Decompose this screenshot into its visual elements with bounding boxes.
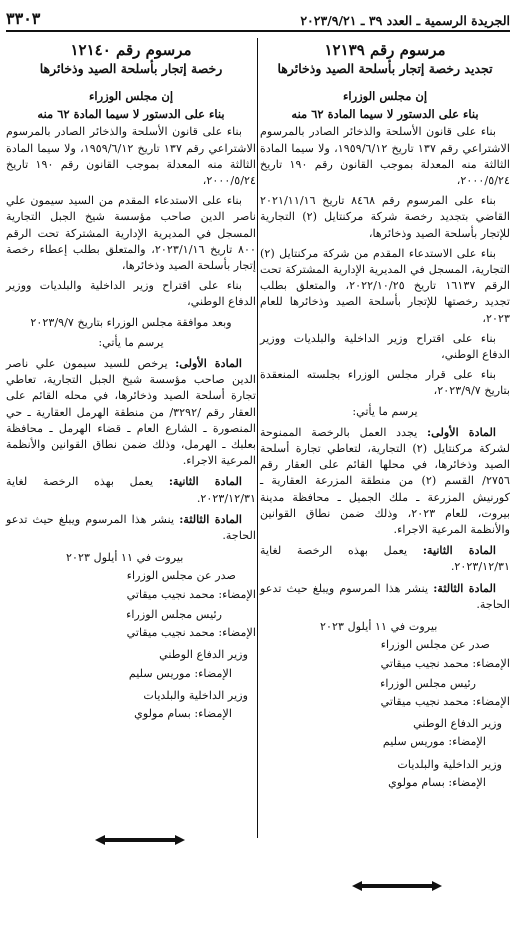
recital-paragraph: بناء على اقتراح وزير الداخلية والبلديات ووزير الدفاع الوطني، [260, 331, 510, 362]
article-text: يعمل بهذه الرخصة لغاية ٢٠٢٣/١٢/٣١. [260, 544, 510, 574]
recital-paragraph: بناء على قانون الأسلحة والذخائر الصادر بالمرسوم الاشتراعي رقم ١٣٧ تاريخ ١٩٥٩/٦/١٢، ولا سيما المادة الثالثة منه المعدلة بموجب القانون رقم ١٩٠ تاريخ ٢٠٠٠/٥/٢٤، [6, 125, 256, 188]
signature-line: الإمضاء: محمد نجيب ميقاتي [380, 694, 510, 708]
issued-by: صدر عن مجلس الوزراء [126, 569, 236, 583]
end-of-decree-ornament [352, 880, 442, 892]
article-label: المادة الثانية: [422, 543, 496, 558]
article-1 [6, 355, 256, 469]
decree-12139-column [260, 40, 510, 920]
decree-title: مرسوم رقم ١٢١٤٠ [70, 41, 192, 59]
article-text: يجدد العمل بالرخصة الممنوحة لشركة مركنتايل (٢) التجارية، لتعاطي تجارة أسلحة الصيد وذخائرها، في محلها القائم على العقار رقم ٢٧٥٦/ القسم (٢) من منطقة المزرعة العقارية ـ كورنيش المزرعة ـ ملك الجميل ـ محافظة مدينة بيروت، للعام ٢٠٢٣، وذلك ضمن نطاق القوانين والأنظمة المرعية الاجراء. [260, 425, 510, 537]
recital-paragraph: بناء على اقتراح وزير الداخلية والبلديات ووزير الدفاع الوطني، [6, 279, 256, 309]
article-label: المادة الأولى: [426, 424, 496, 439]
signature-date: بيروت في ١١ أيلول ٢٠٢٣ [320, 620, 438, 634]
decrees-heading: يرسم ما يأتي: [352, 404, 418, 418]
gazette-issue-title: الجريدة الرسمية ـ العدد ٣٩ ـ ٢٠٢٣/٩/٢١ [300, 13, 510, 28]
decree-subtitle: رخصة إتجار بأسلحة الصيد وذخائرها [39, 61, 223, 76]
recital-paragraph: بناء على الاستدعاء المقدم من شركة مركنتايل (٢) التجارية، المسجل في المديرية الإدارية المشتركة تحت الرقم ١٦١٣٧ تاريخ ٢٠٢٢/١٠/٢٥، والمتعلق بطلب تجديد رخصتها للإتجار بأسلحة الصيد وذخائرها للعام ٢٠٢٣، [260, 246, 510, 325]
decree-subtitle: تجديد رخصة إتجار بأسلحة الصيد وذخائرها [277, 61, 493, 76]
article-label: المادة الأولى: [175, 356, 243, 371]
signatory-role: وزير الداخلية والبلديات [143, 688, 248, 702]
signature-line: الإمضاء: موريس سليم [382, 735, 486, 749]
article-label: المادة الثالثة: [179, 511, 242, 526]
column-divider [257, 38, 258, 838]
signature-date: بيروت في ١١ أيلول ٢٠٢٣ [66, 551, 184, 565]
article-2 [260, 542, 510, 575]
article-label: المادة الثالثة: [433, 580, 496, 595]
issued-by: صدر عن مجلس الوزراء [380, 638, 490, 652]
signatory-role: وزير الدفاع الوطني [413, 717, 502, 731]
article-3 [260, 580, 510, 613]
decree-constitutional-basis: بناء على الدستور لا سيما المادة ٦٢ منه [37, 107, 225, 122]
recital-paragraph: بناء على قانون الأسلحة والذخائر الصادر بالمرسوم الاشتراعي رقم ١٣٧ تاريخ ١٩٥٩/٦/١٢، ولا سيما المادة الثالثة منه المعدلة بموجب القانون رقم ١٩٠ تاريخ ٢٠٠٠/٥/٢٤، [260, 125, 510, 188]
recital-paragraph: بناء على المرسوم رقم ٨٤٦٨ تاريخ ٢٠٢١/١١/١٦ القاضي بتجديد رخصة شركة مركنتايل (٢) التجارية للإتجار بأسلحة الصيد وذخائرها، [260, 194, 510, 240]
article-2 [6, 473, 256, 506]
signature-line: الإمضاء: محمد نجيب ميقاتي [380, 656, 510, 670]
decree-constitutional-basis: بناء على الدستور لا سيما المادة ٦٢ منه [291, 107, 479, 122]
signature-line: الإمضاء: بسام مولوي [388, 775, 486, 789]
article-text: يعمل بهذه الرخصة لغاية ٢٠٢٣/١٢/٣١. [6, 475, 256, 505]
article-text: يرخص للسيد سيمون علي ناصر الدين صاحب مؤسسة شيخ الجبل التجارية، تعاطي تجارة أسلحة الصيد وذخائرها، في محله القائم على العقار رقم /٣٢٩٢/ من منطقة الهرمل العقارية ـ حي المنصورة ـ الشارع العام ـ قضاء الهرمل ـ محافظة بعلبك ـ الهرمل، وذلك ضمن نطاق القوانين والأنظمة المرعية الاجراء. [6, 357, 256, 468]
decree-authority: إن مجلس الوزراء [342, 89, 428, 103]
signatory-role: وزير الداخلية والبلديات [397, 757, 502, 771]
page-header [6, 6, 510, 32]
article-label: المادة الثانية: [168, 474, 242, 489]
signatory-role: رئيس مجلس الوزراء [126, 607, 222, 621]
article-text: ينشر هذا المرسوم ويبلغ حيث تدعو الحاجة. [260, 581, 510, 611]
page-number: ٣٣٠٣ [6, 9, 41, 28]
decrees-heading: يرسم ما يأتي: [98, 335, 164, 349]
article-text: ينشر هذا المرسوم ويبلغ حيث تدعو الحاجة. [6, 512, 256, 543]
recital-paragraph: بناء على قرار مجلس الوزراء بجلسته المنعقدة بتاريخ ٢٠٢٣/٩/٧، [260, 368, 510, 398]
signature-line: الإمضاء: بسام مولوي [134, 706, 232, 720]
decree-title: مرسوم رقم ١٢١٣٩ [324, 41, 446, 59]
recital-paragraph: وبعد موافقة مجلس الوزراء بتاريخ ٢٠٢٣/٩/٧ [30, 315, 232, 329]
decree-authority: إن مجلس الوزراء [88, 89, 174, 103]
recital-paragraph: بناء على الاستدعاء المقدم من السيد سيمون علي ناصر الدين صاحب مؤسسة شيخ الجبل التجارية المسجل في المديرية الإدارية المشتركة تحت الرقم ٨٠٠ تاريخ ٢٠٢٣/١/١٦، والمتعلق بطلب إعطاء رخصة إتجار بأسلحة الصيد وذخائرها، [6, 194, 256, 273]
signatory-role: وزير الدفاع الوطني [159, 648, 248, 662]
end-of-decree-ornament [95, 834, 185, 846]
decree-12140-column [6, 40, 256, 920]
signature-block [260, 619, 510, 791]
article-3 [6, 511, 256, 544]
signatory-role: رئيس مجلس الوزراء [380, 676, 476, 690]
signature-line: الإمضاء: موريس سليم [128, 666, 232, 680]
article-1 [260, 424, 510, 538]
signature-line: الإمضاء: محمد نجيب ميقاتي [126, 587, 256, 601]
signature-line: الإمضاء: محمد نجيب ميقاتي [126, 626, 256, 640]
signature-block [6, 550, 256, 722]
